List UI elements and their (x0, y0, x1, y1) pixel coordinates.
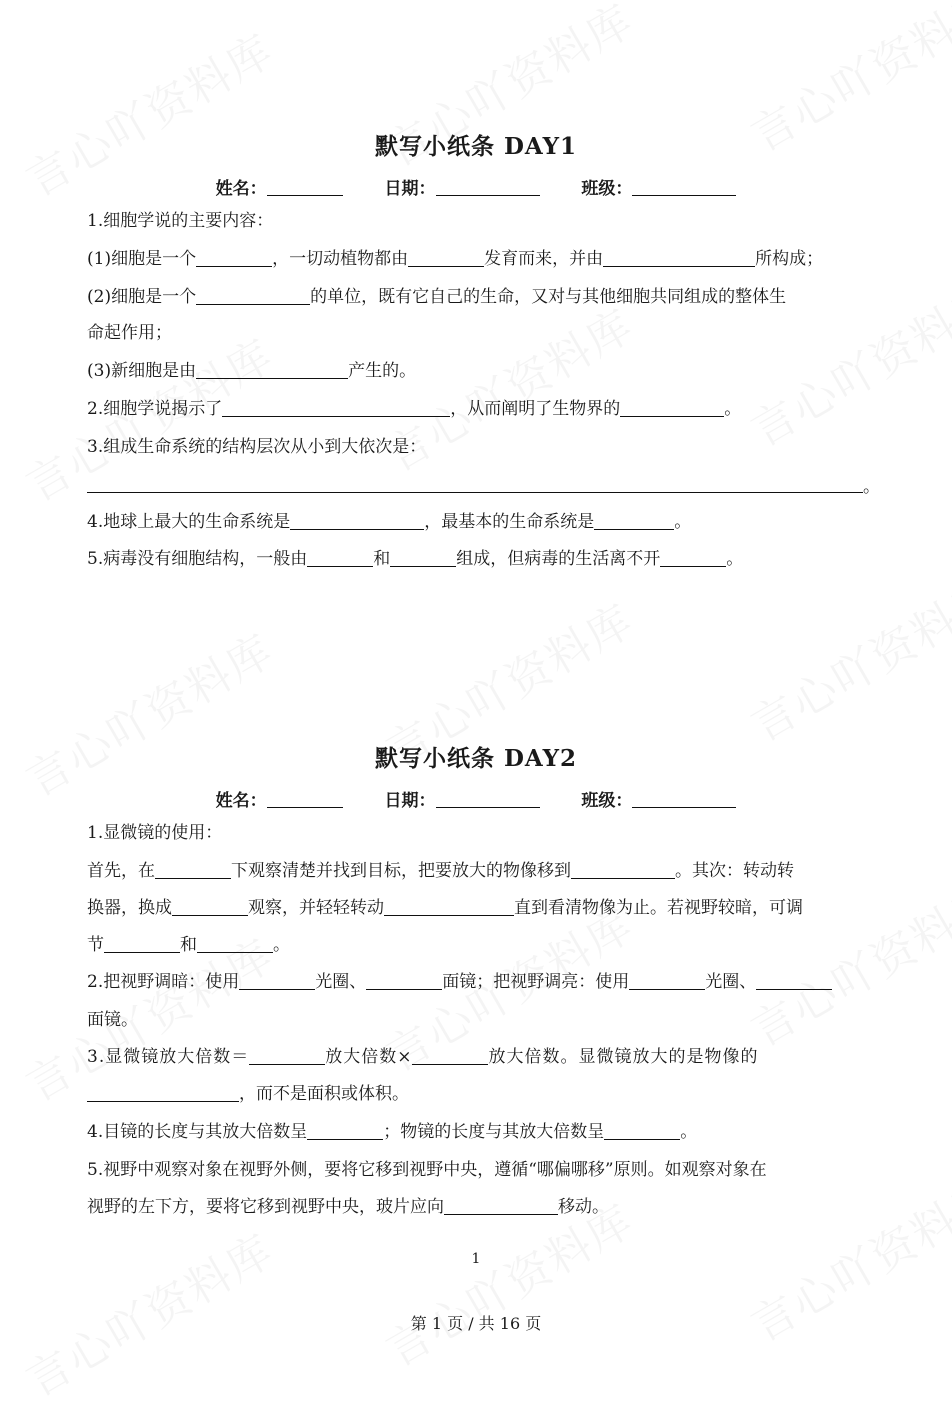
question-line: 命起作用； (87, 323, 172, 343)
answer-blank[interactable] (603, 250, 755, 267)
answer-blank[interactable] (594, 513, 674, 530)
question-line: 2.把视野调暗：使用 光圈、 面镜；把视野调亮：使用 光圈、 (87, 972, 867, 992)
answer-blank[interactable] (307, 550, 373, 567)
question-line: 5.病毒没有细胞结构，一般由 和 组成，但病毒的生活离不开 。 (87, 549, 744, 569)
date-blank[interactable] (436, 177, 540, 196)
page-number: 1 (471, 1251, 481, 1267)
class-blank[interactable] (632, 177, 736, 196)
student-info-row (0, 174, 952, 199)
answer-blank[interactable] (412, 1048, 488, 1065)
question-line: (2)细胞是一个 的单位，既有它自己的生命，又对与其他细胞共同组成的整体生 (87, 287, 787, 307)
answer-blank[interactable] (390, 550, 456, 567)
name-blank[interactable] (267, 177, 343, 196)
answer-blank[interactable] (307, 1123, 383, 1140)
date-field: 日期： (385, 174, 540, 199)
name-field: 姓名： (216, 786, 343, 811)
question-line: 4.目镜的长度与其放大倍数呈 ；物镜的长度与其放大倍数呈 。 (87, 1122, 698, 1142)
date-field: 日期： (385, 786, 540, 811)
answer-blank[interactable] (196, 362, 348, 379)
question-line: 5.视野中观察对象在视野外侧，要将它移到视野中央，遵循“哪偏哪移”原则。如观察对象在 (87, 1160, 767, 1180)
answer-rule[interactable] (87, 492, 863, 493)
answer-blank[interactable] (366, 973, 442, 990)
answer-blank[interactable] (155, 862, 231, 879)
answer-blank[interactable] (660, 550, 726, 567)
question-line: (3)新细胞是由 产生的。 (87, 361, 417, 381)
class-field: 班级： (581, 174, 736, 199)
date-blank[interactable] (436, 789, 540, 808)
answer-blank[interactable] (384, 899, 514, 916)
question-line: (1)细胞是一个 ，一切动植物都由 发育而来，并由 所构成； (87, 249, 824, 269)
answer-blank[interactable] (290, 513, 424, 530)
student-info-row (0, 786, 952, 811)
watermark (12, 615, 283, 808)
question-line: 3.组成生命系统的结构层次从小到大依次是： (87, 437, 427, 457)
question-line: 节 和 。 (87, 935, 290, 955)
question-line: 面镜。 (87, 1010, 138, 1030)
question-line: 视野的左下方，要将它移到视野中央，玻片应向 移动。 (87, 1197, 609, 1217)
answer-blank[interactable] (604, 1123, 680, 1140)
question-line: 换器，换成 观察，并轻轻转动 直到看清物像为止。若视野较暗，可调 (87, 898, 803, 918)
answer-blank[interactable] (222, 400, 450, 417)
answer-blank[interactable] (571, 862, 675, 879)
question-line: 1.显微镜的使用： (87, 823, 223, 843)
question-line: 4.地球上最大的生命系统是 ，最基本的生命系统是 。 (87, 512, 692, 532)
answer-blank[interactable] (196, 288, 310, 305)
question-line: ，而不是面积或体积。 (87, 1084, 867, 1104)
section-title: 默写小纸条 DAY1 (374, 133, 578, 160)
answer-blank[interactable] (196, 250, 272, 267)
question-line: 3.显微镜放大倍数＝ 放大倍数× 放大倍数。显微镜放大的是物像的 (87, 1047, 759, 1067)
name-field: 姓名： (216, 174, 343, 199)
answer-blank[interactable] (172, 899, 248, 916)
question-line: 1.细胞学说的主要内容： (87, 211, 274, 231)
page-footer: 第 1 页 / 共 16 页 (410, 1314, 542, 1333)
question-line: 首先，在 下观察清楚并找到目标，把要放大的物像移到 。其次：转动转 (87, 861, 794, 881)
answer-blank[interactable] (620, 400, 724, 417)
answer-blank[interactable] (249, 1048, 325, 1065)
question-line: 2.细胞学说揭示了 ，从而阐明了生物界的 。 (87, 399, 742, 419)
answer-blank[interactable] (629, 973, 705, 990)
answer-blank[interactable] (104, 936, 180, 953)
answer-blank[interactable] (197, 936, 273, 953)
class-field: 班级： (581, 786, 736, 811)
section-title: 默写小纸条 DAY2 (374, 745, 578, 772)
answer-blank[interactable] (239, 973, 315, 990)
rule-end-punctuation: 。 (863, 477, 880, 497)
answer-blank[interactable] (408, 250, 484, 267)
answer-blank[interactable] (444, 1198, 558, 1215)
class-blank[interactable] (632, 789, 736, 808)
answer-blank[interactable] (87, 1085, 239, 1102)
watermark (737, 560, 952, 753)
answer-blank[interactable] (756, 973, 832, 990)
name-blank[interactable] (267, 789, 343, 808)
